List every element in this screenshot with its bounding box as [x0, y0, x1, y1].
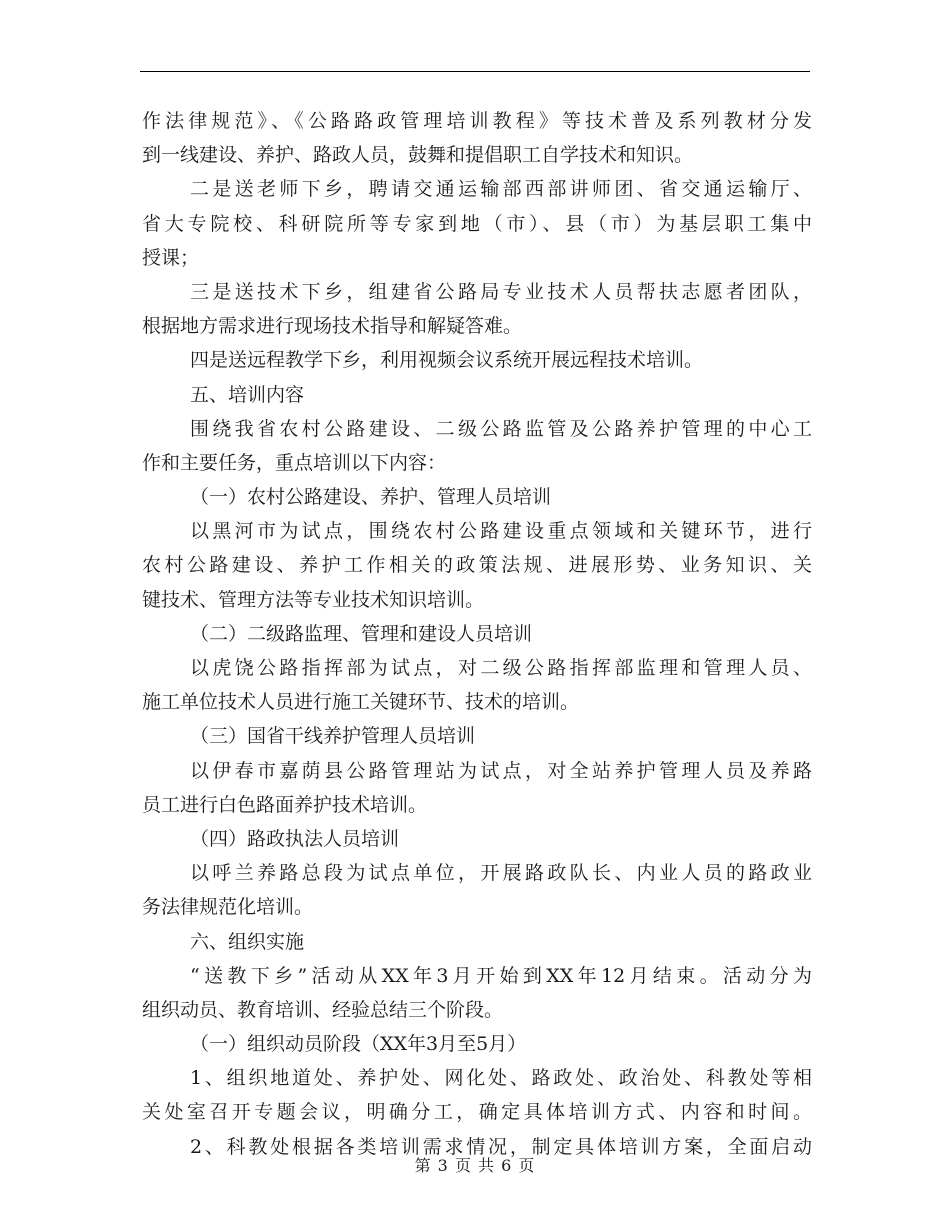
- subsection-heading: （一）农村公路建设、养护、管理人员培训: [190, 486, 552, 509]
- paragraph-line: 务法律规范化培训。: [142, 896, 314, 919]
- paragraph-line: 员工进行白色路面养护技术培训。: [142, 793, 428, 816]
- paragraph-line: 1、组织地道处、养护处、网化处、路政处、政治处、科教处等相: [190, 1067, 812, 1090]
- document-body: [142, 104, 812, 1164]
- paragraph-line: 以虎饶公路指挥部为试点，对二级公路指挥部监理和管理人员、: [190, 657, 812, 679]
- paragraph-line: 根据地方需求进行现场技术指导和解疑答难。: [142, 315, 523, 338]
- paragraph-line: 以呼兰养路总段为试点单位，开展路政队长、内业人员的路政业: [190, 862, 812, 885]
- paragraph-line: 作和主要任务，重点培训以下内容：: [142, 451, 447, 474]
- section-heading: 五、培训内容: [190, 383, 305, 406]
- paragraph-line: 关处室召开专题会议，明确分工，确定具体培训方式、内容和时间。: [142, 1101, 812, 1124]
- paragraph-line: 四是送远程教学下乡，利用视频会议系统开展远程技术培训。: [190, 349, 704, 372]
- subsection-heading: （三）国省干线养护管理人员培训: [190, 725, 476, 748]
- paragraph-line: 作法律规范》、《公路路政管理培训教程》等技术普及系列教材分发: [142, 110, 812, 132]
- page-number-footer: 第 3 页 共 6 页: [414, 1156, 536, 1175]
- paragraph-line: “送教下乡”活动从XX年3月开始到XX年12月结束。活动分为: [190, 964, 812, 987]
- paragraph-line: 组织动员、教育培训、经验总结三个阶段。: [142, 998, 504, 1021]
- paragraph-line: 施工单位技术人员进行施工关键环节、技术的培训。: [142, 691, 580, 714]
- subsection-heading: （二）二级路监理、管理和建设人员培训: [190, 622, 533, 645]
- paragraph-line: 2、科教处根据各类培训需求情况，制定具体培训方案，全面启动: [190, 1135, 812, 1158]
- section-heading: 六、组织实施: [190, 930, 305, 953]
- paragraph-line: 三是送技术下乡，组建省公路局专业技术人员帮扶志愿者团队，: [190, 280, 812, 303]
- header-divider: [140, 71, 810, 72]
- paragraph-line: 授课；: [142, 246, 200, 269]
- paragraph-line: 键技术、管理方法等专业技术知识培训。: [142, 588, 485, 611]
- paragraph-line: 围绕我省农村公路建设、二级公路监管及公路养护管理的中心工: [190, 417, 812, 440]
- paragraph-line: 省大专院校、科研院所等专家到地（市）、县（市）为基层职工集中: [142, 212, 812, 235]
- paragraph-line: 以伊春市嘉荫县公路管理站为试点，对全站养护管理人员及养路: [190, 759, 812, 782]
- paragraph-line: 到一线建设、养护、路政人员，鼓舞和提倡职工自学技术和知识。: [142, 144, 694, 167]
- paragraph-line: 二是送老师下乡，聘请交通运输部西部讲师团、省交通运输厅、: [190, 178, 812, 201]
- subsection-heading: （四）路政执法人员培训: [190, 827, 400, 850]
- paragraph-line: 农村公路建设、养护工作相关的政策法规、进展形势、业务知识、关: [142, 554, 812, 577]
- subsection-heading: （一）组织动员阶段（XX年3月至5月）: [190, 1033, 527, 1056]
- paragraph-line: 以黑河市为试点，围绕农村公路建设重点领域和关键环节，进行: [190, 520, 812, 543]
